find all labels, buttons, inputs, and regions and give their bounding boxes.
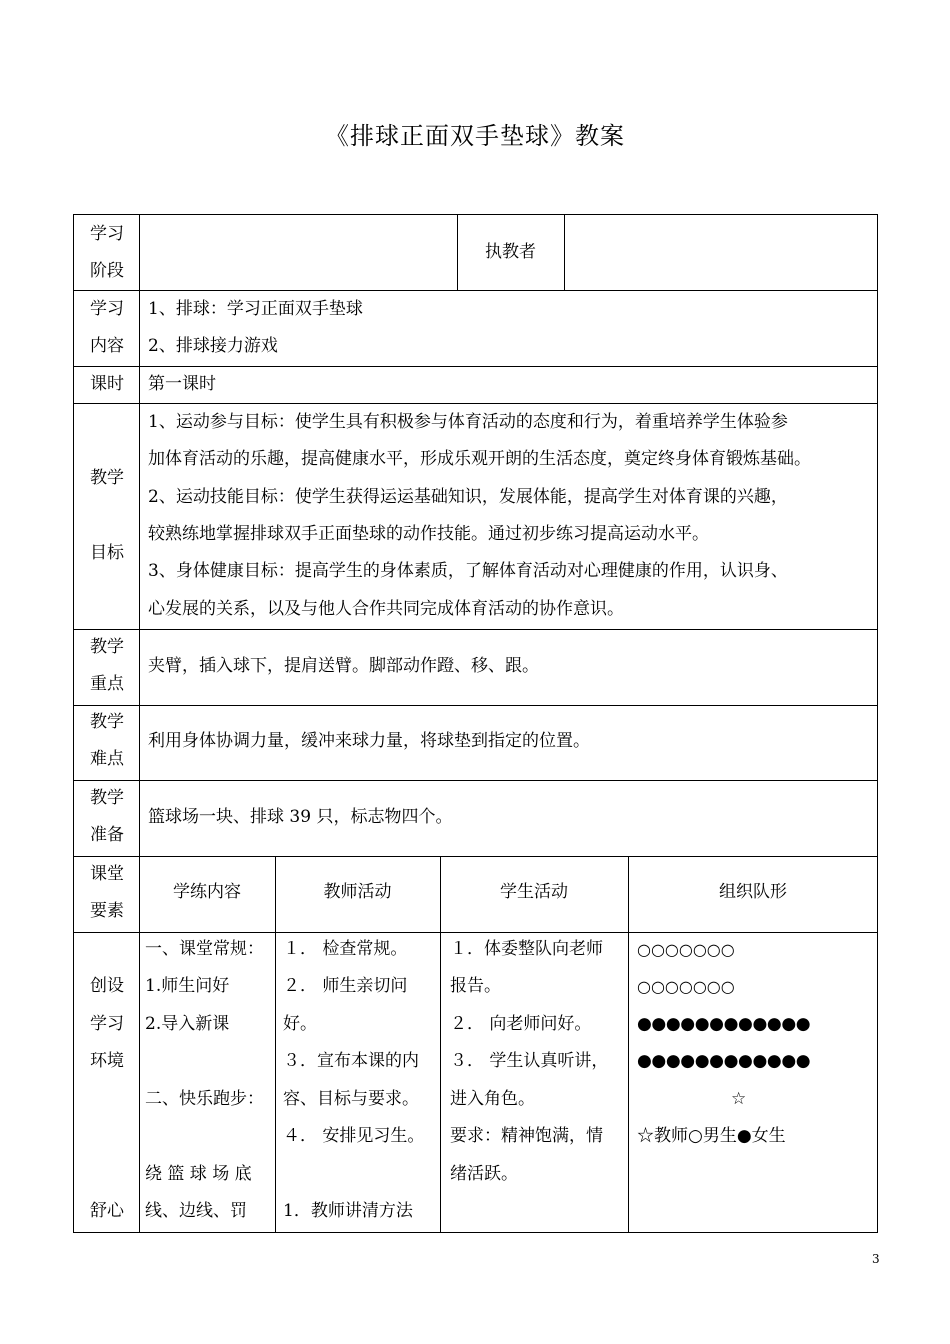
teacher-col-line-3: 好。 (283, 1014, 317, 1034)
key-points-value: 夹臂，插入球下，提肩送臂。脚部动作蹬、移、跟。 (148, 656, 539, 676)
content-label-1: 学习 (90, 299, 124, 319)
difficulties-value: 利用身体协调力量，缓冲来球力量，将球垫到指定的位置。 (148, 731, 590, 751)
content-label-2: 内容 (90, 336, 124, 356)
header-student: 学生活动 (500, 882, 568, 902)
teacher-star-icon: ☆ (731, 1089, 747, 1109)
objective-line-4: 较熟练地掌握排球双手正面垫球的动作技能。通过初步练习提高运动水平。 (148, 524, 709, 544)
content-col-line-2: 1.师生问好 (145, 976, 230, 996)
elements-label-1: 课堂 (90, 864, 124, 884)
content-col-line-3: 2.导入新课 (145, 1014, 230, 1034)
formation-row-boys-2: ○○○○○○○ (637, 977, 735, 996)
objectives-label-2: 目标 (90, 543, 124, 563)
student-col-line-5: 进入角色。 (450, 1089, 535, 1109)
executor-label: 执教者 (485, 242, 536, 262)
formation-row-girls-1: ●●●●●●●●●●●● (637, 1014, 811, 1034)
objective-line-1: 1、运动参与目标：使学生具有积极参与体育活动的态度和行为，着重培养学生体验参 (148, 412, 788, 432)
header-formation: 组织队形 (719, 882, 787, 902)
period-label: 课时 (90, 374, 124, 394)
content-line-1: 1、排球：学习正面双手垫球 (148, 299, 363, 319)
section-label-2: 学习 (90, 1014, 124, 1034)
document-title: 《排球正面双手垫球》教案 (325, 122, 625, 150)
student-col-line-7: 绪活跃。 (450, 1164, 518, 1184)
objective-line-6: 心发展的关系，以及与他人合作共同完成体育活动的协作意识。 (148, 599, 624, 619)
key-points-label-1: 教学 (90, 637, 124, 657)
teacher-col-line-4: ３．宣布本课的内 (283, 1051, 419, 1071)
formation-legend: ☆教师○男生●女生 (637, 1126, 786, 1146)
section-label-1: 创设 (90, 976, 124, 996)
elements-label-2: 要素 (90, 901, 124, 921)
teacher-col-line-2: ２． 师生亲切问 (283, 976, 408, 996)
objective-line-2: 加体育活动的乐趣，提高健康水平，形成乐观开朗的生活态度，奠定终身体育锻炼基础。 (148, 449, 811, 469)
student-col-line-1: １．体委整队向老师 (450, 939, 603, 959)
section-label-bottom: 舒心 (90, 1201, 124, 1221)
objective-line-5: 3、身体健康目标：提高学生的身体素质，了解体育活动对心理健康的作用，认识身、 (148, 561, 788, 581)
content-col-line-1: 一、课堂常规： (145, 939, 264, 959)
content-line-2: 2、排球接力游戏 (148, 336, 278, 356)
content-col-line-8: 线、边线、罚 (145, 1201, 247, 1221)
difficulties-label-2: 难点 (90, 749, 124, 769)
stage-label-2: 阶段 (90, 261, 124, 281)
preparation-value: 篮球场一块、排球 39 只，标志物四个。 (148, 807, 453, 827)
teacher-col-line-6: ４． 安排见习生。 (283, 1126, 425, 1146)
teacher-col-line-1: １． 检查常规。 (283, 939, 408, 959)
objective-line-3: 2、运动技能目标：使学生获得运运基础知识，发展体能，提高学生对体育课的兴趣， (148, 487, 788, 507)
header-content: 学练内容 (173, 882, 241, 902)
content-col-line-5: 二、快乐跑步： (145, 1089, 264, 1109)
teacher-col-line-5: 容、目标与要求。 (283, 1089, 419, 1109)
student-col-line-6: 要求：精神饱满，情 (450, 1126, 603, 1146)
key-points-label-2: 重点 (90, 674, 124, 694)
teacher-col-line-8: 1．教师讲清方法 (283, 1201, 413, 1221)
period-value: 第一课时 (148, 374, 216, 394)
content-col-line-7: 绕 篮 球 场 底 (145, 1164, 252, 1184)
formation-row-boys-1: ○○○○○○○ (637, 940, 735, 959)
section-label-3: 环境 (90, 1051, 124, 1071)
preparation-label-1: 教学 (90, 788, 124, 808)
student-col-line-4: ３． 学生认真听讲， (450, 1051, 609, 1071)
student-col-line-2: 报告。 (450, 976, 501, 996)
page-number: 3 (872, 1252, 880, 1266)
header-teacher: 教师活动 (323, 882, 392, 902)
preparation-label-2: 准备 (90, 825, 124, 845)
objectives-label-1: 教学 (90, 468, 124, 488)
difficulties-label-1: 教学 (90, 712, 124, 732)
stage-label-1: 学习 (90, 224, 124, 244)
formation-row-girls-2: ●●●●●●●●●●●● (637, 1051, 811, 1071)
student-col-line-3: ２． 向老师问好。 (450, 1014, 592, 1034)
